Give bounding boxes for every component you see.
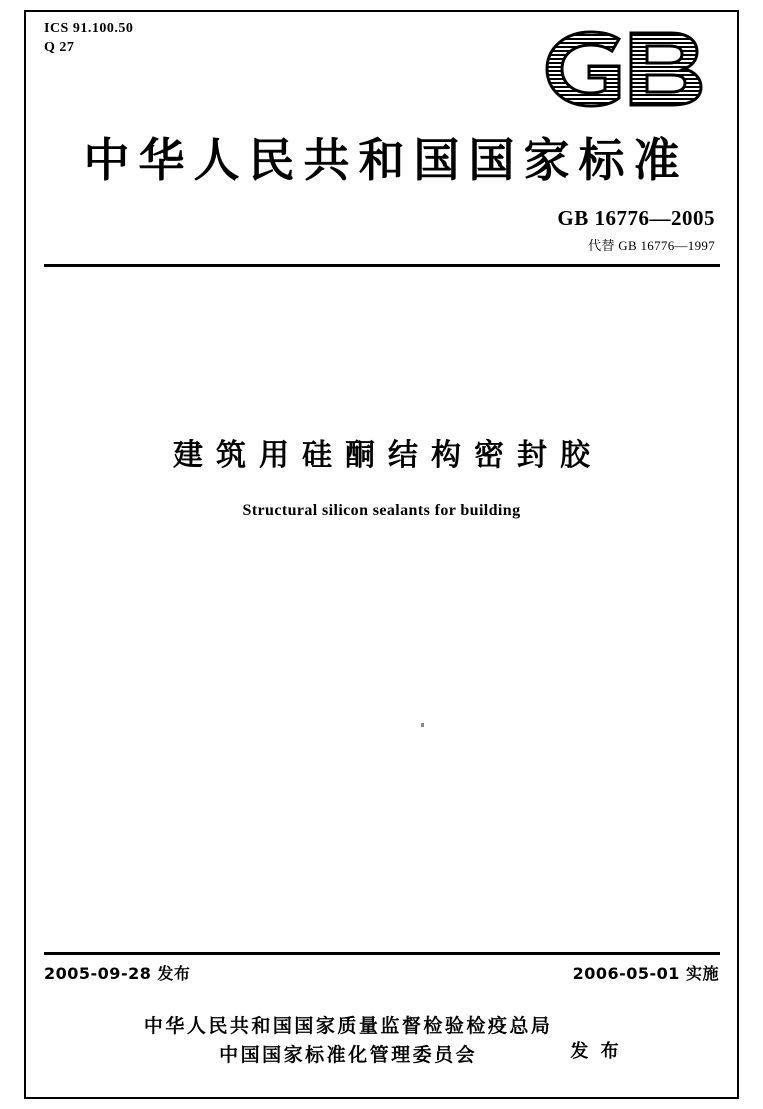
dates-row	[44, 961, 719, 984]
gb-logo-icon	[535, 26, 715, 112]
standard-number: GB 16776—2005	[557, 206, 715, 230]
page-artifact	[421, 723, 424, 727]
issuer-line-1: 中华人民共和国国家质量监督检验检疫总局	[143, 1015, 553, 1037]
footer-divider	[44, 952, 720, 955]
issue-date: 2005-09-28 发布	[44, 964, 191, 983]
ics-code: ICS 91.100.50	[44, 21, 134, 36]
standard-replaces: 代替 GB 16776—1997	[588, 238, 715, 253]
classification-code: Q 27	[44, 39, 75, 55]
header-divider	[44, 264, 720, 267]
standard-number-block	[557, 206, 715, 254]
document-title-chinese: 建筑用硅酮结构密封胶	[173, 438, 603, 473]
national-standard-title: 中华人民共和国国家标准	[83, 133, 689, 187]
issuer-names	[141, 1012, 552, 1069]
document-title-english: Structural silicon sealants for building	[242, 502, 521, 519]
issuer-line-2: 中国国家标准化管理委员会	[219, 1043, 478, 1066]
effective-date: 2006-05-01 实施	[572, 964, 719, 983]
ics-classification-block	[44, 20, 133, 58]
issuer-block	[0, 1012, 763, 1069]
issue-word: 发 布	[570, 1041, 622, 1062]
